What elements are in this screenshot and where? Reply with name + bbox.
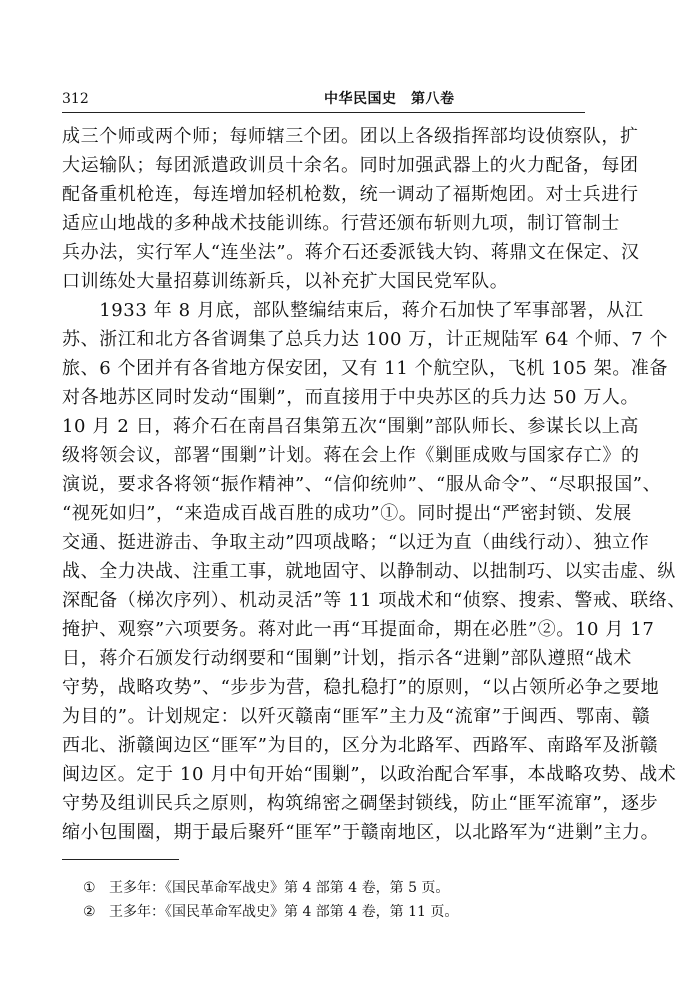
running-title: 中华民国史 第八卷 bbox=[324, 91, 455, 107]
text-line: 闽边区。定于 10 月中旬开始“围剿”，以政治配合军事，本战略攻势、战术 bbox=[62, 764, 677, 785]
text-line: 兵办法，实行军人“连坐法”。蒋介石还委派钱大钧、蒋鼎文在保定、汉 bbox=[62, 242, 640, 263]
footnote-2 bbox=[83, 900, 563, 924]
text-line: 旅、6 个团并有各省地方保安团，又有 11 个航空队，飞机 105 架。准备 bbox=[62, 358, 669, 379]
text-line: 10 月 2 日，蒋介石在南昌召集第五次“围剿”部队师长、参谋长以上高 bbox=[62, 416, 639, 437]
text-line: 配备重机枪连，每连增加轻机枪数，统一调动了福斯炮团。对士兵进行 bbox=[62, 184, 639, 205]
text-line: 交通、挺进游击、争取主动”四项战略；“以迂为直（曲线行动）、独立作 bbox=[62, 532, 650, 553]
text-line: 1933 年 8 月底，部队整编结束后，蒋介石加快了军事部署，从江 bbox=[62, 300, 644, 321]
text-line: “视死如归”，“来造成百战百胜的成功”①。同时提出“严密封锁、发展 bbox=[62, 503, 632, 524]
text-line: 大运输队；每团派遣政训员十余名。同时加强武器上的火力配备，每团 bbox=[62, 155, 639, 176]
text-line: 适应山地战的多种战术技能训练。行营还颁布斩则九项，制订管制士 bbox=[62, 213, 620, 234]
footnote-marker: ① bbox=[83, 880, 96, 896]
page-header bbox=[62, 90, 585, 113]
text-line: 日，蒋介石颁发行动纲要和“围剿”计划，指示各“进剿”部队遵照“战术 bbox=[62, 648, 632, 669]
text-line: 战、全力决战、注重工事，就地固守、以静制动、以拙制巧、以实击虚、纵 bbox=[62, 561, 676, 582]
text-line: 缩小包围圈，期于最后聚歼“匪军”于赣南地区，以北路军为“进剿”主力。 bbox=[62, 822, 660, 843]
text-line: 守势及组训民兵之原则，构筑绵密之碉堡封锁线，防止“匪军流窜”，逐步 bbox=[62, 793, 659, 814]
page-number: 312 bbox=[62, 91, 89, 107]
text-line: 西北、浙赣闽边区“匪军”为目的，区分为北路军、西路军、南路军及浙赣 bbox=[62, 735, 659, 756]
text-line: 口训练处大量招募训练新兵，以补充扩大国民党军队。 bbox=[62, 271, 509, 292]
footnote-marker: ② bbox=[83, 904, 96, 920]
text-line: 级将领会议，部署“围剿”计划。蒋在会上作《剿匪成败与国家存亡》的 bbox=[62, 445, 640, 466]
text-line: 成三个师或两个师；每师辖三个团。团以上各级指挥部均设侦察队，扩 bbox=[62, 126, 639, 147]
footnote-1 bbox=[83, 876, 563, 900]
text-line: 对各地苏区同时发动“围剿”，而直接用于中央苏区的兵力达 50 万人。 bbox=[62, 387, 640, 408]
footnote-text: 王多年：《国民革命军战史》第 4 部第 4 卷，第 5 页。 bbox=[109, 880, 450, 896]
text-line: 深配备（梯次序列）、机动灵活”等 11 项战术和“侦察、搜索、警戒、联络、 bbox=[62, 590, 686, 611]
body-text bbox=[62, 122, 686, 847]
text-line: 守势，战略攻势”、“步步为营，稳扎稳打”的原则，“以占领所必争之要地 bbox=[62, 677, 660, 698]
text-line: 掩护、观察”六项要务。蒋对此一再“耳提面命，期在必胜”②。10 月 17 bbox=[62, 619, 655, 640]
text-line: 为目的”。计划规定：以歼灭赣南“匪军”主力及“流窜”于闽西、鄂南、赣 bbox=[62, 706, 651, 727]
text-line: 演说，要求各将领“振作精神”、“信仰统帅”、“服从命令”、“尽职报国”、 bbox=[62, 474, 662, 495]
footnote-divider bbox=[62, 859, 179, 860]
footnote-text: 王多年：《国民革命军战史》第 4 部第 4 卷，第 11 页。 bbox=[109, 904, 459, 920]
footnotes bbox=[83, 876, 563, 924]
text-line: 苏、浙江和北方各省调集了总兵力达 100 万，计正规陆军 64 个师、7 个 bbox=[62, 329, 669, 350]
